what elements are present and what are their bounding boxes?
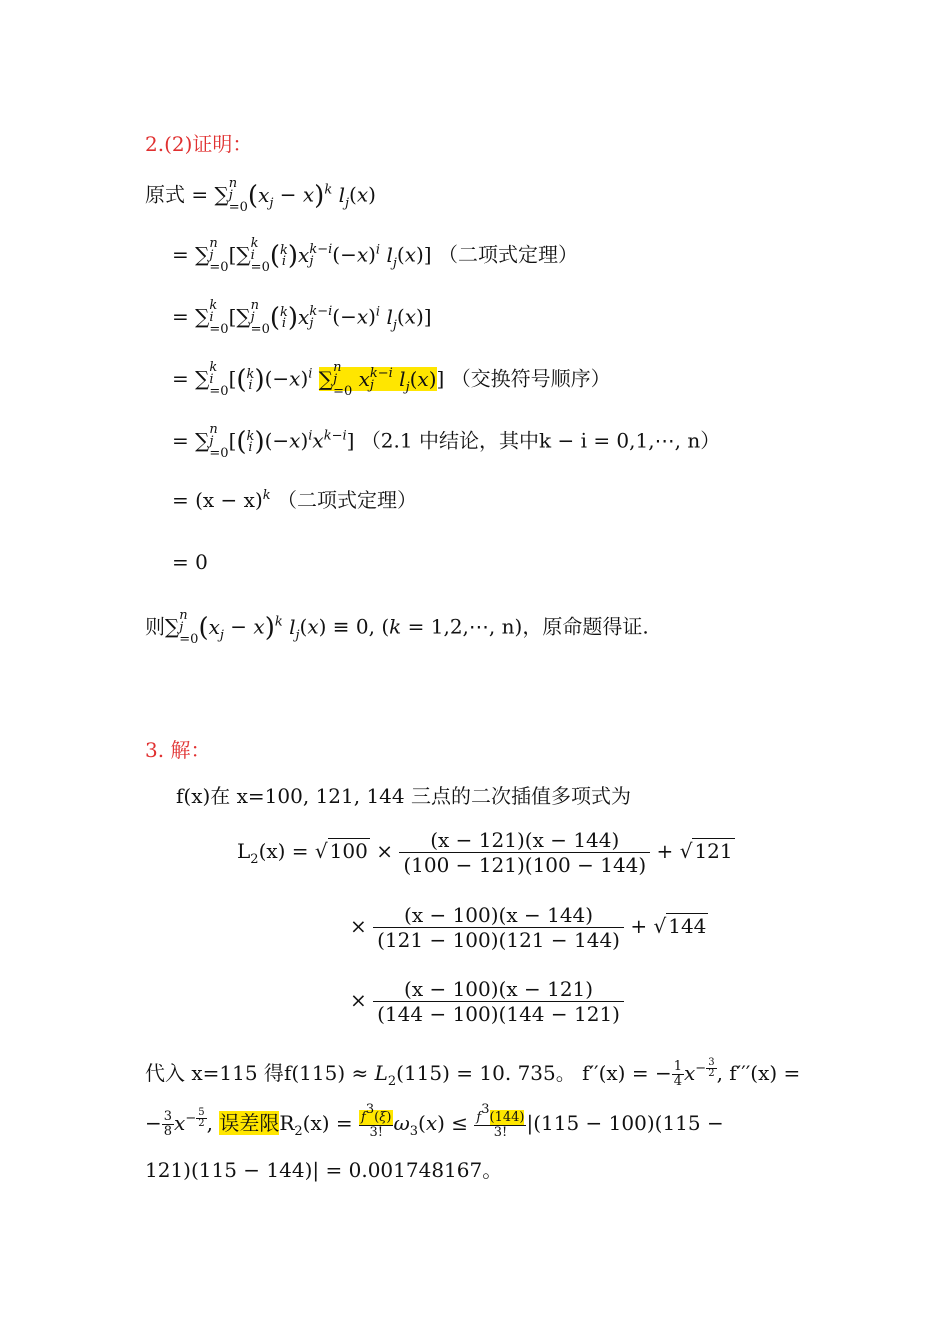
error-bound-line: − $\frac{3}{8}$ $x^{- \frac{5}{2}}$ , 误差限$R_2(x)$ = $\frac{f^3(\xi)}{3!}$ $\omega_3(x)$ ≤ $\frac{f^3(144)}{3!}$ |(115 − 100)(115 −: [145, 1101, 724, 1140]
note-binomial-theorem-2: （二项式定理）: [277, 488, 418, 512]
proof-line-6: = $(x - x)^k$ （二项式定理）: [172, 488, 418, 512]
proof-line-2: = ∑ n j =0 [∑ k i =0 ( k i )x k−i j $(-x)^i$ $l_j(x)$] （二项式定理）: [172, 236, 578, 275]
error-label: 误差限: [219, 1111, 280, 1135]
note-binomial-theorem: （二项式定理）: [437, 242, 578, 267]
intro-text: f(x)在 x=100, 121, 144 三点的二次插值多项式为: [176, 784, 631, 808]
highlighted-sum: ∑ n j =0 x k−i j $l_j(x)$: [318, 360, 437, 399]
note-swap-order: （交换符号顺序）: [450, 366, 611, 391]
final-suffix: ，原命题得证.: [522, 614, 649, 639]
substitution-value: = 10. 735。: [456, 1061, 576, 1085]
final-prefix: 则: [145, 614, 165, 639]
proof-final-line: 则∑ n j =0 $(x_j - x)^k$ $l_j(x) \equiv 0$, (k = 1,2,⋯, n)，原命题得证.: [145, 608, 649, 647]
proof-line-1-label: 原式: [145, 182, 185, 207]
section-2-heading: 2.(2)证明：: [145, 132, 253, 156]
proof-line-1: 原式 = ∑ n j =0 $(x_j - x)^k$ $l_j(x)$: [145, 176, 376, 215]
proof-line-3: = ∑ k i =0 [∑ n j =0 ( k i )x k−i j $(-x)^i$ $l_j(x)$]: [172, 298, 432, 337]
proof-line-4: = ∑ k i =0 [( k i )$(-x)^i$ ∑ n j =0 x k−i j $l_j(x)$] （交换符号顺序）: [172, 360, 611, 399]
proof-line-5: = ∑ n j =0 [( k i )$(-x)^ix^{k-i}$] （2.1 中结论，其中k − i = 0,1,⋯, n）: [172, 422, 721, 461]
note-conclusion: （2.1 中结论，其中k − i = 0,1,⋯, n）: [360, 428, 721, 453]
substitution-line: 代入 x=115 得$f(115) \approx L_2(115) = 10$. 735。 f′′(x) = − $\frac{1}{4}$ $x^{- \frac{3}{2}}$ , f′′′(x) =: [145, 1057, 801, 1089]
substitution-prefix: 代入 x=115 得: [145, 1061, 284, 1085]
lagrange-line-3: × $\frac{(x - 100)(x - 121)}{(144 - 100)(144 - 121)}$: [350, 977, 624, 1026]
section-3-heading: 3. 解：: [145, 738, 211, 762]
lagrange-line-1: $L_2(x)$ = √ 100 × $\frac{(x - 121)(x - 144)}{(100 - 121)(100 - 144)}$ + √ 121: [237, 828, 733, 877]
proof-line-7: = 0: [172, 550, 208, 574]
result-line: 121)(115 − 144)| = 0.001748167。: [145, 1158, 503, 1182]
lagrange-line-2: × $\frac{(x - 100)(x - 144)}{(121 - 100)(121 - 144)}$ + √ 144: [350, 903, 707, 952]
